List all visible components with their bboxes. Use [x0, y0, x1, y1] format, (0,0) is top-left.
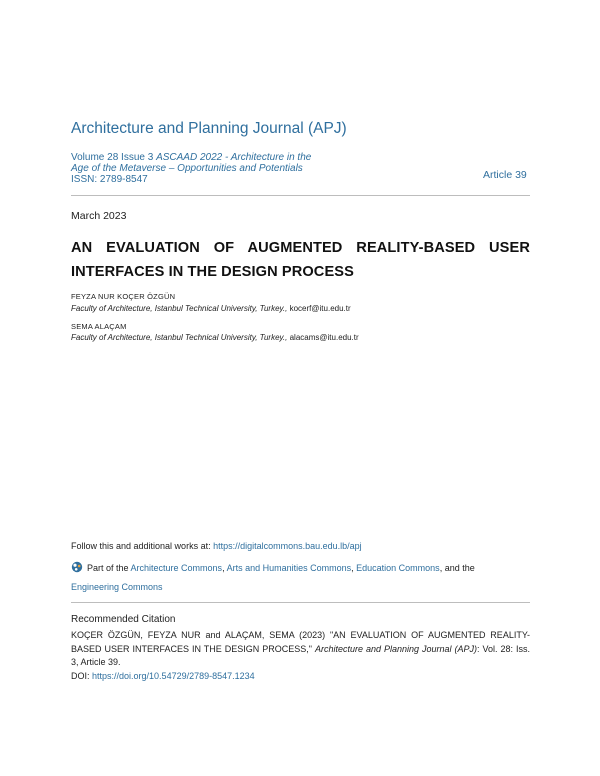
part-of-prefix: Part of the — [87, 563, 131, 573]
publication-date: March 2023 — [71, 210, 127, 222]
citation-tail: : Vol. 28: Iss. 3, Article 39. — [71, 643, 530, 667]
divider — [71, 195, 530, 196]
citation-journal: Architecture and Planning Journal (APJ) — [314, 643, 478, 654]
doi-link[interactable]: https://doi.org/10.54729/2789-8547.1234 — [92, 670, 255, 681]
citation-body: KOÇER ÖZGÜN, FEYZA NUR and ALAÇAM, SEMA (2023) "AN EVALUATION OF AUGMENTED REALITY-BASED USER INTERFACES IN THE DESIGN PROCESS," — [71, 630, 530, 654]
author-email: alacams@itu.edu.tr — [289, 333, 359, 342]
author-email: kocerf@itu.edu.tr — [289, 304, 351, 313]
follow-text: Follow this and additional works at: — [71, 541, 214, 551]
author-name: SEMA ALAÇAM — [71, 322, 127, 331]
affiliation-text: Faculty of Architecture, Istanbul Technical University, Turkey. — [71, 304, 286, 313]
issue-title[interactable]: ASCAAD 2022 - Architecture in the Age of the Metaverse – Opportunities and Potentials — [71, 152, 312, 174]
divider — [71, 602, 530, 603]
article-title: AN EVALUATION OF AUGMENTED REALITY-BASED USER INTERFACES IN THE DESIGN PROCESS — [71, 240, 530, 280]
article-number[interactable]: Article 39 — [483, 169, 527, 181]
affiliation-text: Faculty of Architecture, Istanbul Technical University, Turkey. — [71, 333, 286, 342]
citation-text — [71, 629, 530, 683]
author-affiliation: Faculty of Architecture, Istanbul Technical University, Turkey., kocerf@itu.edu.tr — [71, 304, 351, 313]
separator: , and the — [439, 563, 475, 573]
network-icon — [71, 561, 83, 579]
repository-link[interactable]: https://digitalcommons.bau.edu.lb/apj — [213, 541, 362, 551]
issn: ISSN: 2789-8547 — [71, 173, 148, 185]
part-of-line — [71, 560, 530, 596]
discipline-link[interactable]: Education Commons — [356, 563, 440, 573]
separator: , — [351, 563, 357, 573]
discipline-link[interactable]: Engineering Commons — [71, 582, 163, 592]
separator: , — [222, 563, 227, 573]
follow-works-line — [71, 541, 362, 551]
journal-title-link[interactable]: Architecture and Planning Journal (APJ) — [71, 120, 347, 137]
recommended-citation-heading: Recommended Citation — [71, 614, 176, 625]
discipline-link[interactable]: Architecture Commons — [130, 563, 223, 573]
volume-issue-block[interactable] — [71, 153, 331, 185]
doi-label: DOI: — [71, 670, 93, 681]
volume-issue[interactable]: Volume 28 Issue 3 — [71, 152, 154, 163]
author-affiliation: Faculty of Architecture, Istanbul Technical University, Turkey., alacams@itu.edu.tr — [71, 333, 359, 342]
author-name: FEYZA NUR KOÇER ÖZGÜN — [71, 292, 176, 301]
discipline-link[interactable]: Arts and Humanities Commons — [226, 563, 352, 573]
